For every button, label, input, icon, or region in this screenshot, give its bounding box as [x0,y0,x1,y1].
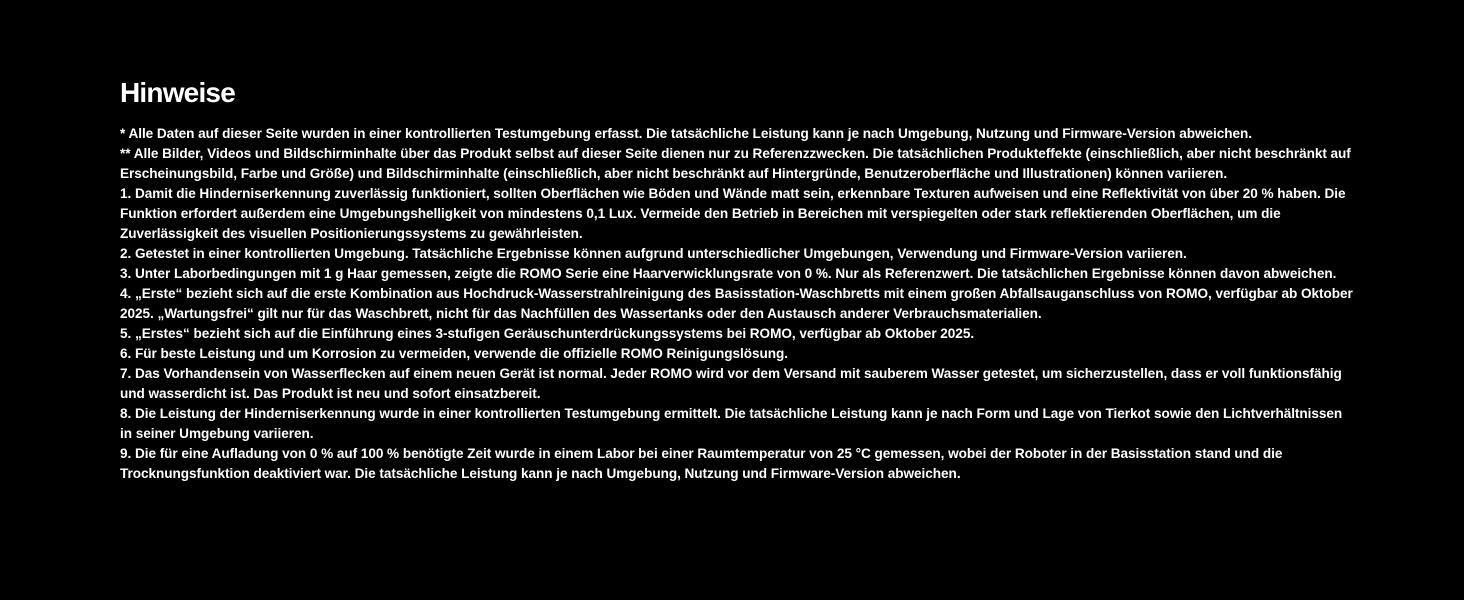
footnote-6-cleaning-solution: 6. Für beste Leistung und um Korrosion zu vermeiden, verwende die offizielle ROMO Reinigungslösung. [120,346,789,361]
footnote-8-pet-waste-detection: 8. Die Leistung der Hinderniserkennung wurde in einer kontrollierten Testumgebung ermittelt. Die tatsächliche Leistung kann je nach Form und Lage von Tierkot sowie den Lichtverhältnissen in seiner Umgebung variieren. [120,406,1343,441]
footnote-9-charging-time: 9. Die für eine Aufladung von 0 % auf 100 % benötigte Zeit wurde in einem Labor bei einer Raumtemperatur von 25 °C gemessen, wobei der Roboter in der Basisstation stand und die Trocknungsfunktion deaktiviert war. Die tatsächliche Leistung kann je nach Umgebung, Nutzung und Firmware-Version abweichen. [120,446,1283,481]
footnote-7-water-stains: 7. Das Vorhandensein von Wasserflecken auf einem neuen Gerät ist normal. Jeder ROMO wird vor dem Versand mit sauberem Wasser getestet, um sicherzustellen, dass er voll funktionsfähig und wasserdicht ist. Das Produkt ist neu und sofort einsatzbereit. [120,366,1342,401]
notes-heading: Hinweise [120,77,235,108]
footnote-2-controlled-environment: 2. Getestet in einer kontrollierten Umgebung. Tatsächliche Ergebnisse können aufgrund unterschiedlicher Umgebungen, Verwendung und Firmware-Version variieren. [120,246,1187,261]
notes-section [120,76,1356,484]
notes-list [120,124,1356,484]
footnote-1-obstacle-detection: 1. Damit die Hinderniserkennung zuverlässig funktioniert, sollten Oberflächen wie Böden und Wände matt sein, erkennbare Texturen aufweisen und eine Reflektivität von über 20 % haben. Die Funktion erfordert außerdem eine Umgebungshelligkeit von mindestens 0,1 Lux. Vermeide den Betrieb in Bereichen mit verspiegelten oder stark reflektierenden Oberflächen, um die Zuverlässigkeit des visuellen Positionierungssystems zu gewährleisten. [120,186,1346,241]
disclaimer-images-reference: ** Alle Bilder, Videos und Bildschirminhalte über das Produkt selbst auf dieser Seite dienen nur zu Referenzzwecken. Die tatsächlichen Produkteffekte (einschließlich, aber nicht beschränkt auf Erscheinungsbild, Farbe und Größe) und Bildschirminhalte (einschließlich, aber nicht beschränkt auf Hintergründe, Benutzeroberfläche und Illustrationen) können variieren. [120,146,1351,181]
footnote-3-hair-tangle-rate: 3. Unter Laborbedingungen mit 1 g Haar gemessen, zeigte die ROMO Serie eine Haarverwicklungsrate von 0 %. Nur als Referenzwert. Die tatsächlichen Ergebnisse können davon abweichen. [120,266,1337,281]
footnote-4-first-combination: 4. „Erste“ bezieht sich auf die erste Kombination aus Hochdruck-Wasserstrahlreinigung des Basisstation-Waschbretts mit einem großen Abfallsauganschluss von ROMO, verfügbar ab Oktober 2025. „Wartungsfrei“ gilt nur für das Waschbrett, nicht für das Nachfüllen des Wassertanks oder den Austausch anderer Verbrauchsmaterialien. [120,286,1353,321]
footnote-5-noise-reduction: 5. „Erstes“ bezieht sich auf die Einführung eines 3-stufigen Geräuschunterdrückungssystems bei ROMO, verfügbar ab Oktober 2025. [120,326,975,341]
disclaimer-data-testing: * Alle Daten auf dieser Seite wurden in einer kontrollierten Testumgebung erfasst. Die tatsächliche Leistung kann je nach Umgebung, Nutzung und Firmware-Version abweichen. [120,126,1253,141]
